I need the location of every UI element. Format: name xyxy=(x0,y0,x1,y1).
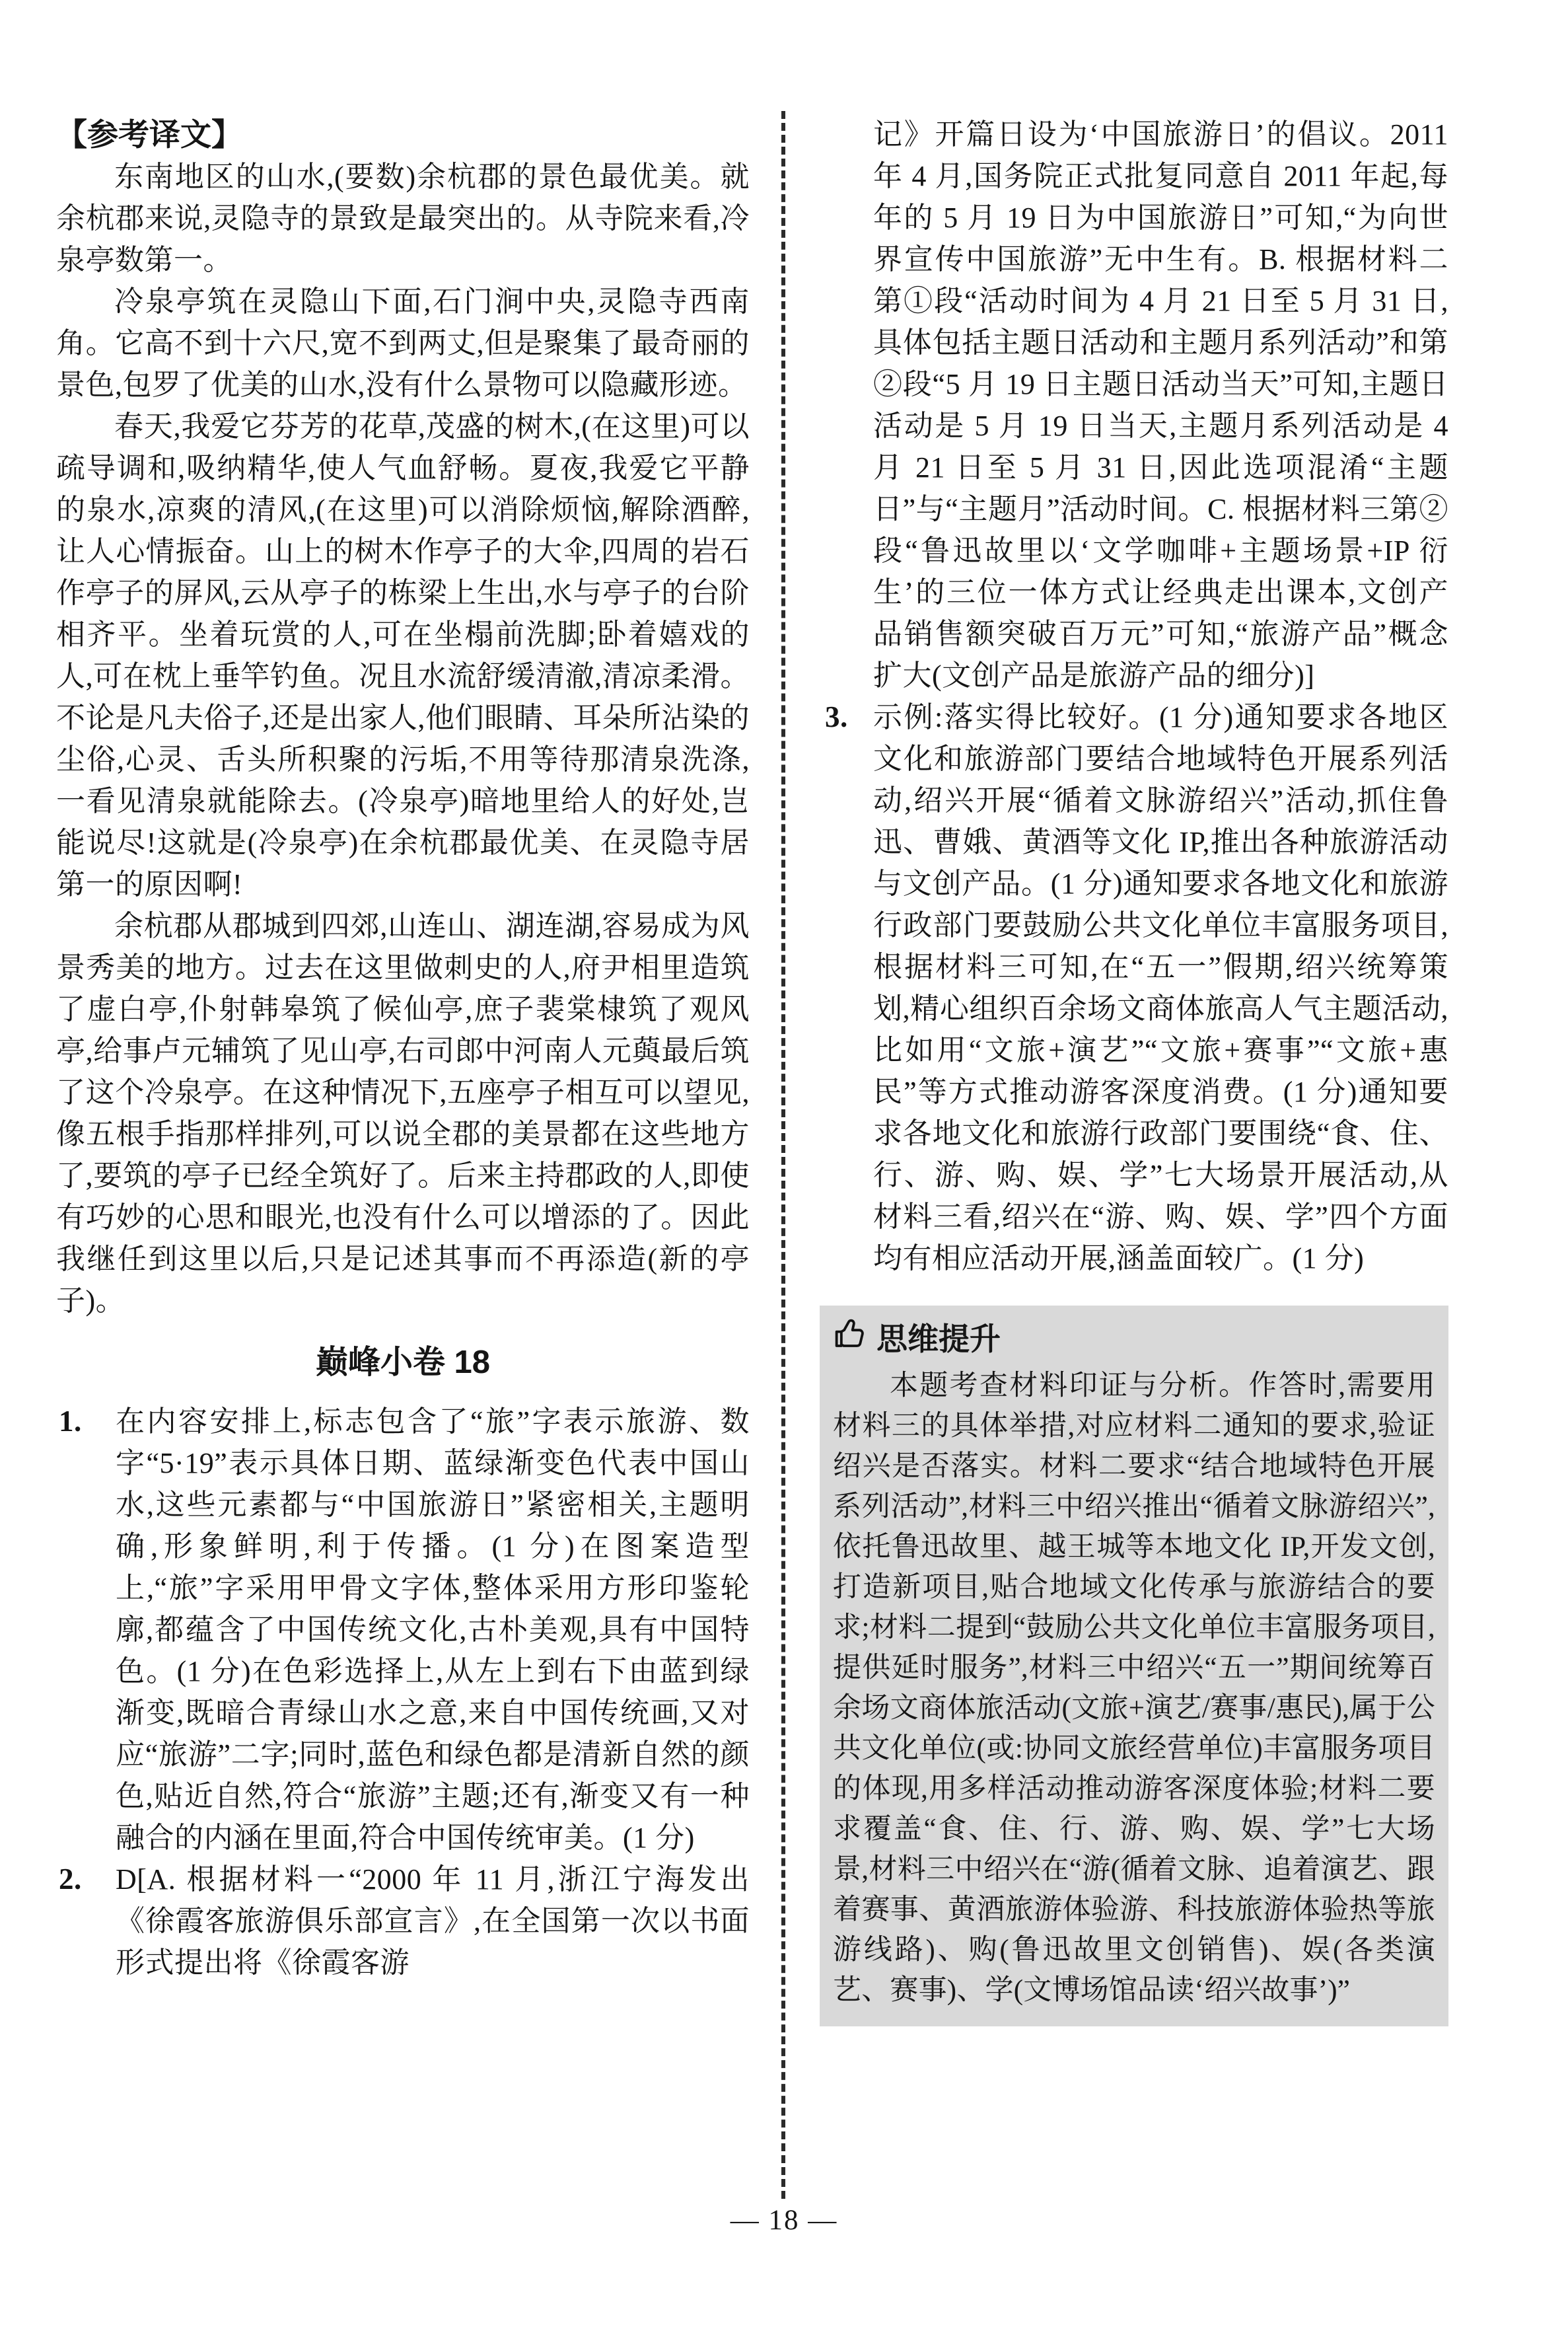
translation-paragraph: 余杭郡从郡城到四郊,山连山、湖连湖,容易成为风景秀美的地方。过去在这里做刺史的人,府尹相里造筑了虚白亭,仆射韩皋筑了候仙亭,庶子裴棠棣筑了观风亭,给事卢元辅筑了见山亭,右司郎中河南人元藇最后筑了这个冷泉亭。在这种情况下,五座亭子相互可以望见,像五根手指那样排列,可以说全郡的美景都在这些地方了,要筑的亭子已经全筑好了。后来主持郡政的人,即使有巧妙的心思和眼光,也没有什么可以增添的了。因此我继任到这里以后,只是记述其事而不再添造(新的亭子)。 xyxy=(56,910,750,1317)
right-column xyxy=(822,114,1448,2026)
answer-item-text: 在内容安排上,标志包含了“旅”字表示旅游、数字“5·19”表示具体日期、蓝绿渐变色代表中国山水,这些元素都与“中国旅游日”紧密相关,主题明确,形象鲜明,利于传播。(1 分)在图案造型上,“旅”字采用甲骨文字体,整体采用方形印鉴轮廓,都蕴含了中国传统文化,古朴美观,具有中国特色。(1 分)在色彩选择上,从左上到右下由蓝到绿渐变,既暗合青绿山水之意,来自中国传统画,又对应“旅游”二字;同时,蓝色和绿色都是清新自然的颜色,贴近自然,符合“旅游”主题;还有,渐变又有一种融合的内涵在里面,符合中国传统审美。(1 分) xyxy=(116,1405,750,1854)
answer-item-3 xyxy=(822,696,1448,1279)
left-column xyxy=(56,114,750,1983)
tip-box-body: 本题考查材料印证与分析。作答时,需要用材料三的具体举措,对应材料二通知的要求,验证绍兴是否落实。材料二要求“结合地域特色开展系列活动”,材料三中绍兴推出“循着文脉游绍兴”,依托鲁迅故里、越王城等本地文化 IP,开发文创,打造新项目,贴合地域文化传承与旅游结合的要求;材料二提到“鼓励公共文化单位丰富服务项目,提供延时服务”,材料三中绍兴“五一”期间统筹百余场文商体旅活动(文旅+演艺/赛事/惠民),属于公共文化单位(或:协同文旅经营单位)丰富服务项目的体现,用多样活动推动游客深度体验;材料二要求覆盖“食、住、行、游、购、娱、学”七大场景,材料三中绍兴在“游(循着文脉、追着演艺、跟着赛事、黄酒旅游体验游、科技旅游体验热等旅游线路)、购(鲁迅故里文创销售)、娱(各类演艺、赛事)、学(文博场馆品读‘绍兴故事’)” xyxy=(833,1370,1435,2006)
translation-paragraph: 春天,我爱它芬芳的花草,茂盛的树木,(在这里)可以疏导调和,吸纳精华,使人气血舒畅。夏夜,我爱它平静的泉水,凉爽的清风,(在这里)可以消除烦恼,解除酒醉,让人心情振奋。山上的树木作亭子的大伞,四周的岩石作亭子的屏风,云从亭子的栋梁上生出,水与亭子的台阶相齐平。坐着玩赏的人,可在坐榻前洗脚;卧着嬉戏的人,可在枕上垂竿钓鱼。况且水流舒缓清澈,清凉柔滑。不论是凡夫俗子,还是出家人,他们眼睛、耳朵所沾染的尘俗,心灵、舌头所积聚的污垢,不用等待那清泉洗涤,一看见清泉就能除去。(冷泉亭)暗地里给人的好处,岂能说尽!这就是(冷泉亭)在余杭郡最优美、在灵隐寺居第一的原因啊! xyxy=(56,410,750,901)
page-number: — 18 — xyxy=(730,2205,838,2236)
answer-item-number: 3. xyxy=(825,700,848,733)
reference-translation-heading: 【参考译文】 xyxy=(56,117,242,152)
translation-paragraph: 东南地区的山水,(要数)余杭郡的景色最优美。就余杭郡来说,灵隐寺的景致是最突出的。从寺院来看,冷泉亭数第一。 xyxy=(56,161,750,276)
answer-item-2 xyxy=(56,1859,750,1983)
column-divider xyxy=(781,111,785,2199)
tip-box-header xyxy=(833,1316,1435,1362)
answer-item-2-continuation: 记》开篇日设为‘中国旅游日’的倡议。2011 年 4 月,国务院正式批复同意自 2011 年起,每年的 5 月 19 日为中国旅游日”可知,“为向世界宣传中国旅游”无中生有。B. 根据材料二第①段“活动时间为 4 月 21 日至 5 月 31 日,具体包括主题日活动和主题月系列活动”和第②段“5 月 19 日主题日活动当天”可知,主题日活动是 5 月 19 日当天,主题月系列活动是 4 月 21 日至 5 月 31 日,因此选项混淆“主题日”与“主题月”活动时间。C. 根据材料三第②段“鲁迅故里以‘文学咖啡+主题场景+IP 衍生’的三位一体方式让经典走出课本,文创产品销售额突破百万元”可知,“旅游产品”概念扩大(文创产品是旅游产品的细分)] xyxy=(873,118,1448,692)
answer-item-text: 示例:落实得比较好。(1 分)通知要求各地区文化和旅游部门要结合地域特色开展系列活动,绍兴开展“循着文脉游绍兴”活动,抓住鲁迅、曹娥、黄酒等文化 IP,推出各种旅游活动与文创产品。(1 分)通知要求各地文化和旅游行政部门要鼓励公共文化单位丰富服务项目,根据材料三可知,在“五一”假期,绍兴统筹策划,精心组织百余场文商体旅高人气主题活动,比如用“文旅+演艺”“文旅+赛事”“文旅+惠民”等方式推动游客深度消费。(1 分)通知要求各地文化和旅游行政部门要围绕“食、住、行、游、购、娱、学”七大场景开展活动,从材料三看,绍兴在“游、购、娱、学”四个方面均有相应活动开展,涵盖面较广。(1 分) xyxy=(873,701,1448,1274)
translation-paragraph: 冷泉亭筑在灵隐山下面,石门涧中央,灵隐寺西南角。它高不到十六尺,宽不到两丈,但是聚集了最奇丽的景色,包罗了优美的山水,没有什么景物可以隐藏形迹。 xyxy=(56,285,750,401)
thinking-improvement-box xyxy=(820,1306,1448,2026)
answer-item-1 xyxy=(56,1401,750,1859)
answer-item-number: 1. xyxy=(59,1405,82,1438)
answer-item-number: 2. xyxy=(59,1863,82,1896)
thumb-up-icon xyxy=(833,1316,869,1362)
tip-box-title: 思维提升 xyxy=(876,1321,1001,1356)
section-heading-quiz-18: 巅峰小卷 18 xyxy=(315,1345,491,1380)
answer-item-text: D[A. 根据材料一“2000 年 11 月,浙江宁海发出《徐霞客旅游俱乐部宣言》,在全国第一次以书面形式提出将《徐霞客游 xyxy=(116,1863,750,1979)
